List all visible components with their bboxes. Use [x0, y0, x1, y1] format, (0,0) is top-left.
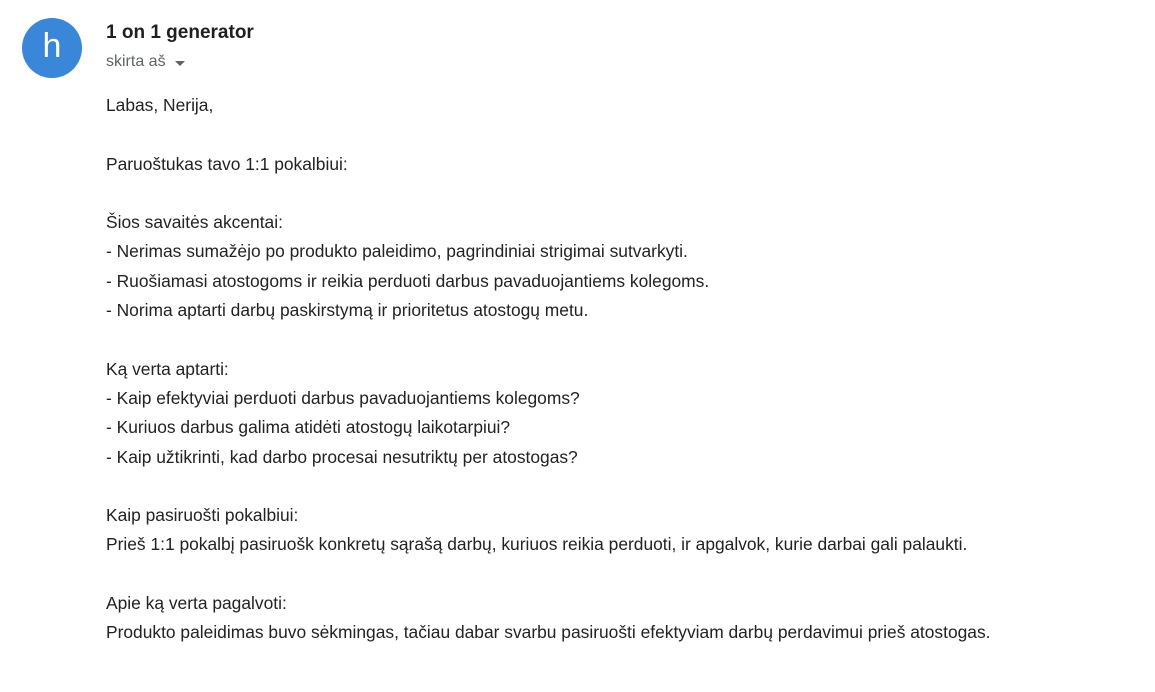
topic-item: - Kaip efektyviai perduoti darbus pavaduojantiems kolegoms?: [106, 387, 580, 408]
reflection-text: Produkto paleidimas buvo sėkmingas, tačiau dabar svarbu pasiruošti efektyviam darbų perdavimui prieš atostogas.: [106, 622, 991, 643]
blank-line: [106, 179, 1146, 208]
sender-avatar[interactable]: [22, 18, 82, 78]
topic-item: - Kuriuos darbus galima atidėti atostogų laikotarpiui?: [106, 417, 511, 438]
highlight-item: - Norima aptarti darbų paskirstymą ir prioritetus atostogų metu.: [106, 300, 589, 321]
preparation-heading: Kaip pasiruošti pokalbiui:: [106, 505, 299, 526]
highlights-heading: Šios savaitės akcentai:: [106, 212, 283, 233]
recipient-label: skirta aš: [106, 53, 166, 70]
topic-item: - Kaip užtikrinti, kad darbo procesai nesutriktų per atostogas?: [106, 446, 578, 467]
greeting: Labas, Nerija,: [106, 95, 214, 115]
blank-line: [106, 325, 1146, 354]
highlight-item: - Ruošiamasi atostogoms ir reikia perduoti darbus pavaduojantiems kolegoms.: [106, 270, 710, 291]
recipient-details-toggle[interactable]: [106, 52, 185, 72]
topics-heading: Ką verta aptarti:: [106, 358, 229, 379]
blank-line: [106, 560, 1146, 589]
highlight-item: - Nerimas sumažėjo po produkto paleidimo, pagrindiniai strigimai sutvarkyti.: [106, 241, 688, 262]
intro-text: Paruoštukas tavo 1:1 pokalbiui:: [106, 153, 348, 174]
message-body: [106, 91, 1146, 648]
blank-line: [106, 120, 1146, 149]
reflection-heading: Apie ką verta pagalvoti:: [106, 593, 287, 614]
sender-name: 1 on 1 generator: [106, 22, 254, 43]
dropdown-arrow-icon[interactable]: [175, 61, 185, 66]
preparation-text: Prieš 1:1 pokalbį pasiruošk konkretų sąrašą darbų, kuriuos reikia perduoti, ir apgalvok, kurie darbai gali palaukti.: [106, 534, 968, 555]
blank-line: [106, 472, 1146, 501]
avatar-letter: h: [42, 27, 62, 65]
